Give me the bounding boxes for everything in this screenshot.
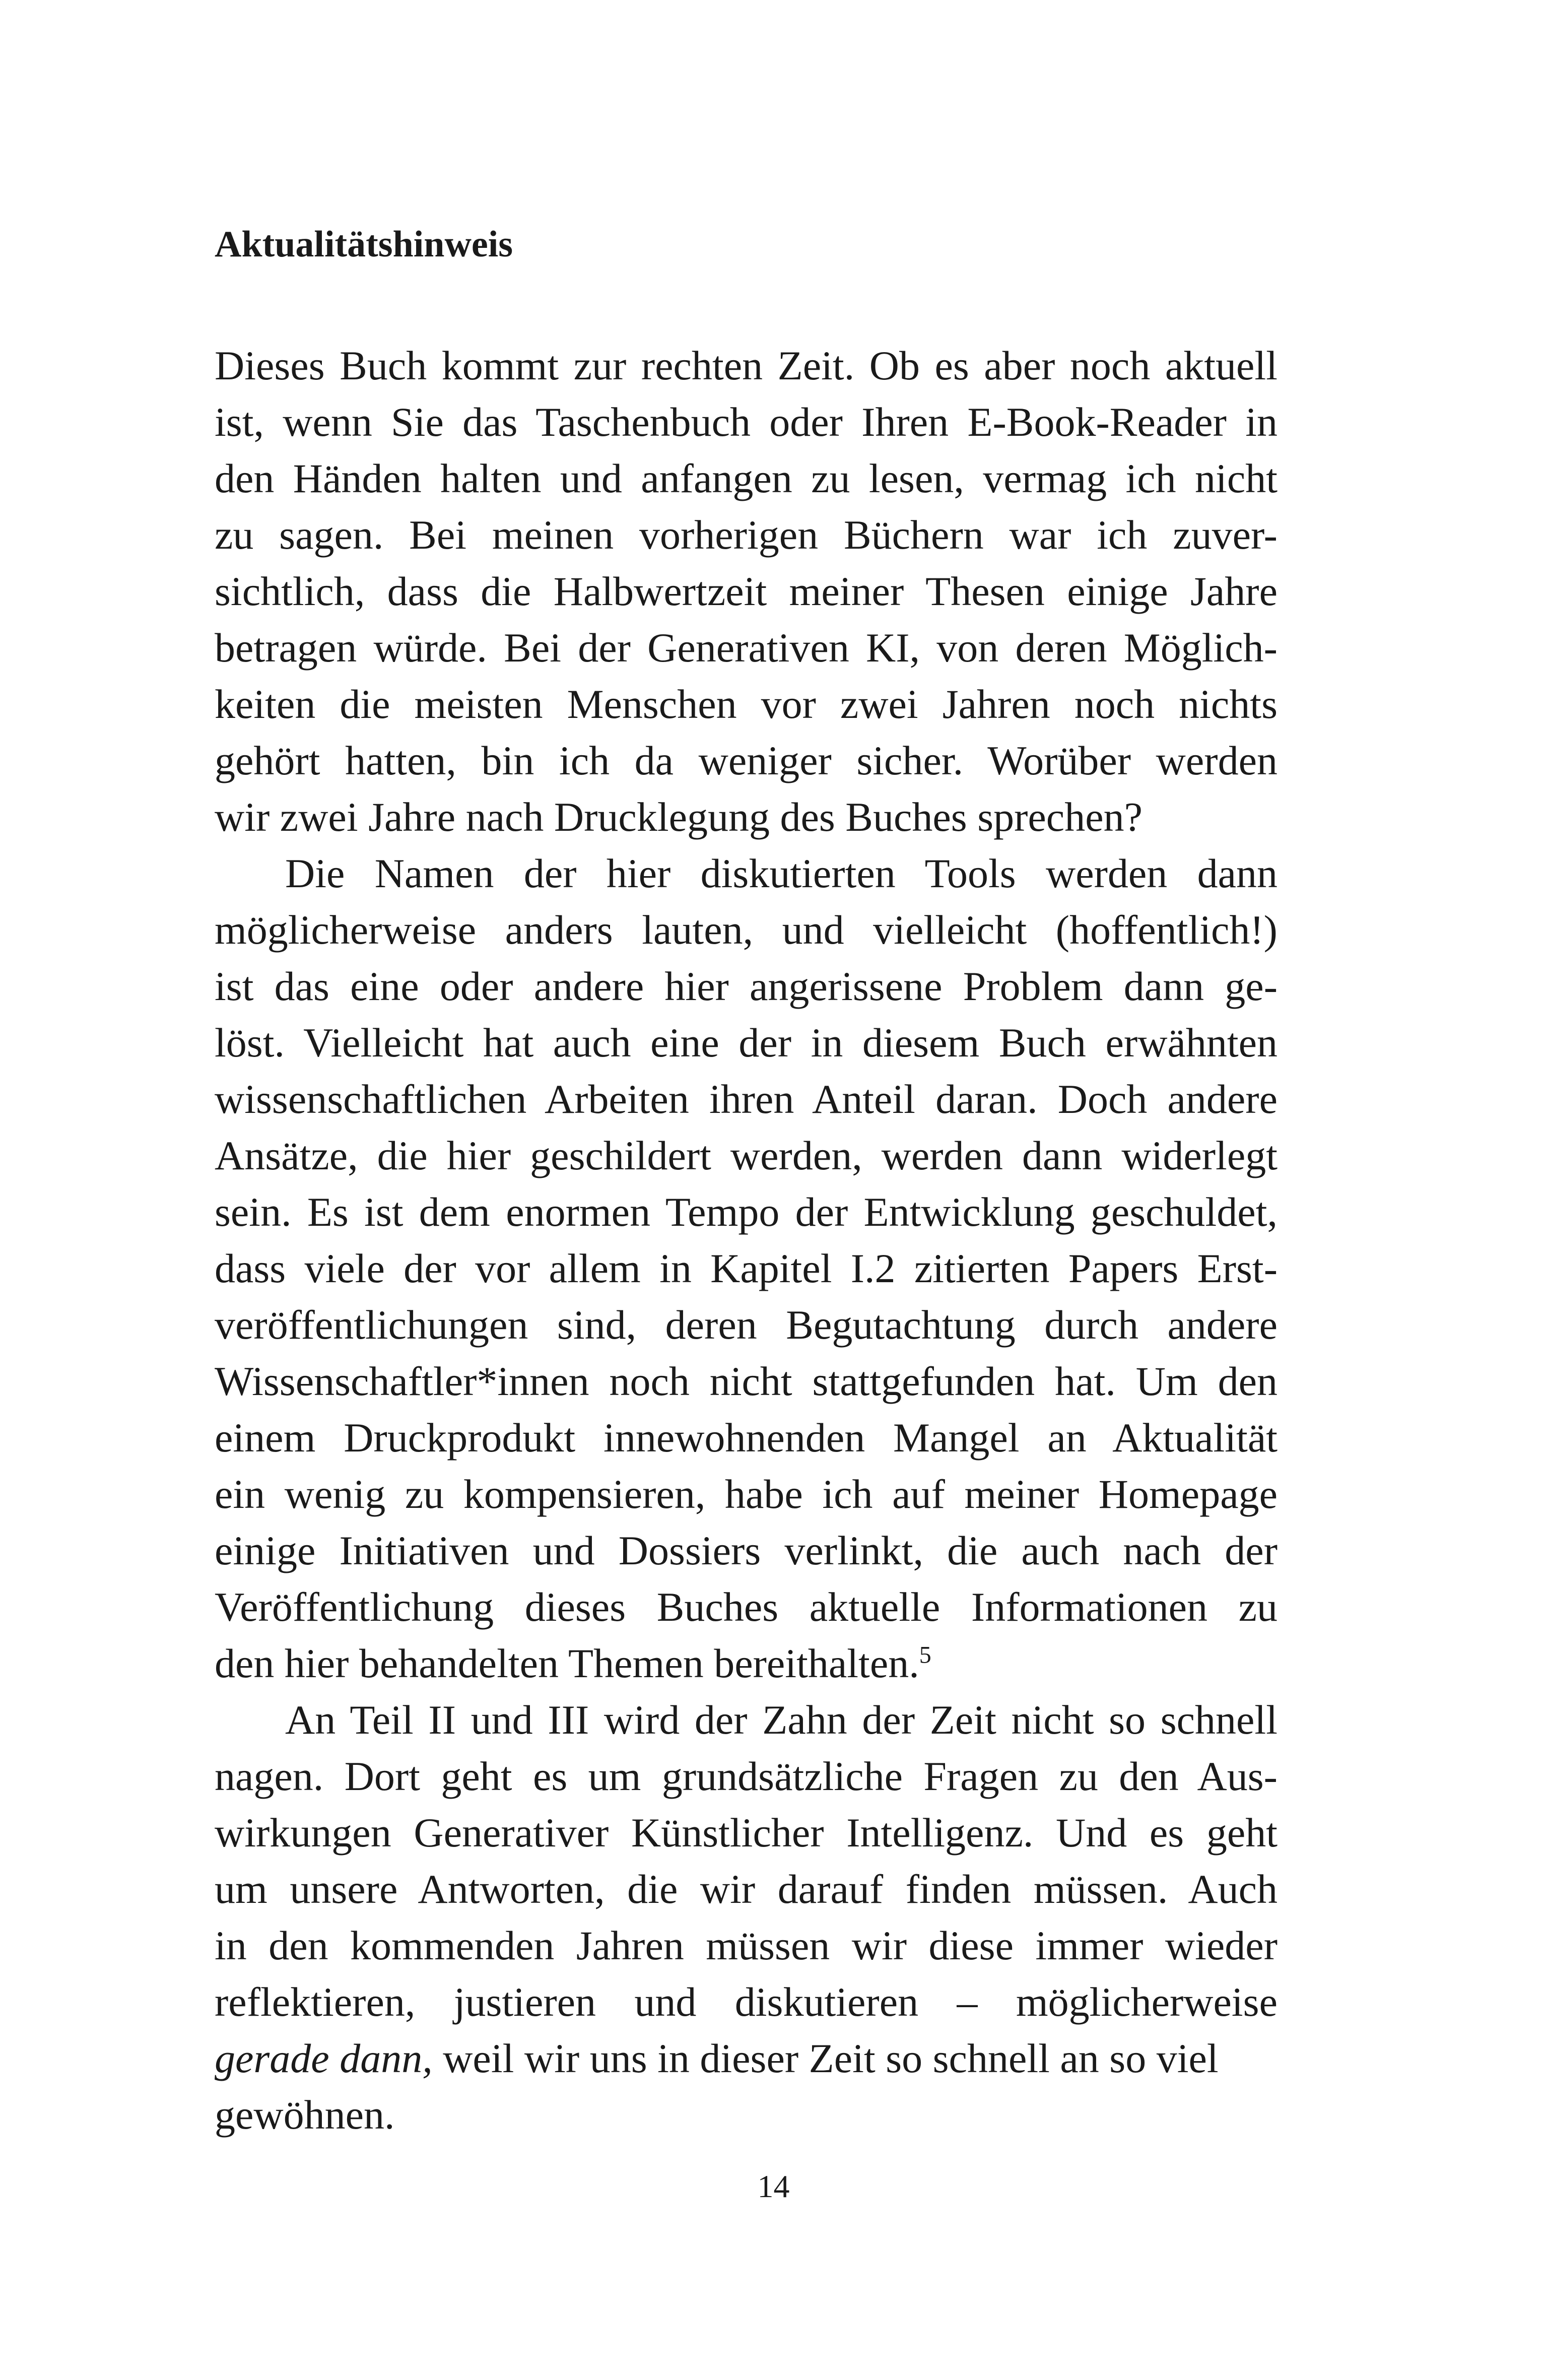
text-line: wissenschaftlichen Arbeiten ihren Anteil daran. Doch andere bbox=[215, 1076, 1277, 1122]
text-line: gehört hatten, bin ich da weniger sicher. Worüber werden bbox=[215, 738, 1277, 783]
text-line-content: den hier behandelten Themen bereithalten. bbox=[215, 1640, 919, 1686]
text-line: betragen würde. Bei der Generativen KI, von deren Möglich- bbox=[215, 625, 1277, 671]
text-line: Veröffentlichung dieses Buches aktuelle Informationen zu bbox=[215, 1584, 1277, 1630]
text-line: Dieses Buch kommt zur rechten Zeit. Ob es aber noch aktuell bbox=[215, 343, 1277, 388]
emphasized-text: gerade dann, bbox=[215, 2035, 433, 2081]
text-line: reflektieren, justieren und diskutieren – möglicherweise bbox=[215, 1979, 1277, 2025]
text-line: veröffentlichungen sind, deren Begutachtung durch andere bbox=[215, 1302, 1277, 1348]
text-line: wir zwei Jahre nach Drucklegung des Buches sprechen? bbox=[215, 794, 1142, 840]
text-line: den Händen halten und anfangen zu lesen, vermag ich nicht bbox=[215, 455, 1277, 501]
text-line: gewöhnen. bbox=[215, 2092, 395, 2138]
text-line: Ansätze, die hier geschildert werden, werden dann widerlegt bbox=[215, 1133, 1277, 1178]
page-number: 14 bbox=[757, 2168, 790, 2204]
text-line-with-footnote bbox=[215, 1635, 1277, 1692]
text-line: um unsere Antworten, die wir darauf finden müssen. Auch bbox=[215, 1866, 1277, 1912]
text-line: keiten die meisten Menschen vor zwei Jahren noch nichts bbox=[215, 681, 1277, 727]
text-line: Wissenschaftler*innen noch nicht stattgefunden hat. Um den bbox=[215, 1358, 1277, 1404]
text-line: Die Namen der hier diskutierten Tools werden dann bbox=[285, 850, 1277, 896]
text-line: löst. Vielleicht hat auch eine der in diesem Buch erwähnten bbox=[215, 1020, 1277, 1066]
text-line: einige Initiativen und Dossiers verlinkt, die auch nach der bbox=[215, 1528, 1277, 1573]
text-line: möglicherweise anders lauten, und vielleicht (hoffentlich!) bbox=[215, 907, 1277, 953]
footnote-reference[interactable]: 5 bbox=[919, 1641, 931, 1669]
text-line-with-emphasis bbox=[215, 2030, 1277, 2087]
text-line: in den kommenden Jahren müssen wir diese immer wieder bbox=[215, 1923, 1277, 1968]
text-line: sein. Es ist dem enormen Tempo der Entwicklung geschuldet, bbox=[215, 1189, 1277, 1235]
text-line: sichtlich, dass die Halbwertzeit meiner Thesen einige Jahre bbox=[215, 568, 1277, 614]
text-line: nagen. Dort geht es um grundsätzliche Fragen zu den Aus- bbox=[215, 1753, 1277, 1799]
text-line: ist das eine oder andere hier angerissene Problem dann ge- bbox=[215, 963, 1277, 1009]
text-line: dass viele der vor allem in Kapitel I.2 zitierten Papers Erst- bbox=[215, 1245, 1277, 1291]
section-heading: Aktualitätshinweis bbox=[215, 224, 513, 265]
text-line-content: weil wir uns in dieser Zeit so schnell an so viel bbox=[432, 2035, 1219, 2081]
text-line: einem Druckprodukt innewohnenden Mangel an Aktualität bbox=[215, 1415, 1277, 1461]
body-text bbox=[215, 338, 1277, 2143]
text-line: ein wenig zu kompensieren, habe ich auf meiner Homepage bbox=[215, 1471, 1277, 1517]
text-line: zu sagen. Bei meinen vorherigen Büchern war ich zuver- bbox=[215, 512, 1277, 558]
text-line: wirkungen Generativer Künstlicher Intelligenz. Und es geht bbox=[215, 1810, 1277, 1856]
text-line: ist, wenn Sie das Taschenbuch oder Ihren E-Book-Reader in bbox=[215, 399, 1277, 445]
text-line: An Teil II und III wird der Zahn der Zeit nicht so schnell bbox=[285, 1697, 1277, 1743]
